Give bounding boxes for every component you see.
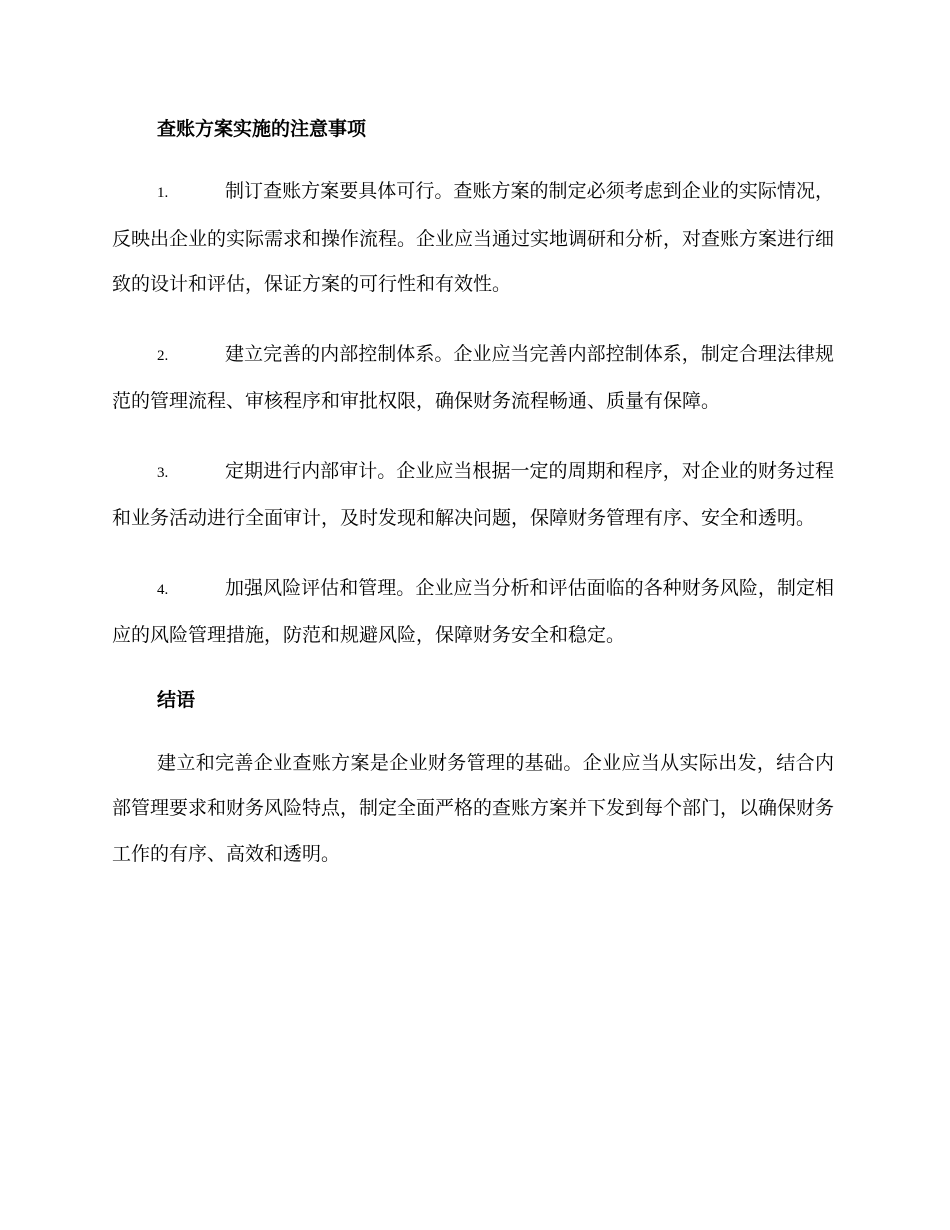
list-item-number: 2. (157, 347, 169, 364)
list-item-text: 建立完善的内部控制体系。企业应当完善内部控制体系，制定合理法律规范的管理流程、审核程序和审批权限，确保财务流程畅通、质量有保障。 (112, 342, 834, 412)
list-item-number: 1. (157, 185, 169, 201)
list-item-number: 3. (157, 464, 169, 481)
list-item-number: 4. (157, 581, 169, 598)
list-item (112, 332, 834, 425)
list-item (112, 566, 834, 659)
list-item (112, 449, 834, 542)
conclusion-title: 结语 (157, 688, 196, 711)
conclusion-paragraph: 建立和完善企业查账方案是企业财务管理的基础。企业应当从实际出发，结合内部管理要求和财务风险特点，制定全面严格的查账方案并下发到每个部门，以确保财务工作的有序、高效和透明。 (112, 751, 835, 865)
list-item (112, 169, 834, 308)
document-body (112, 112, 834, 877)
list-item-text: 定期进行内部审计。企业应当根据一定的周期和程序，对企业的财务过程和业务活动进行全面审计，及时发现和解决问题，保障财务管理有序、安全和透明。 (112, 459, 834, 529)
section-title: 查账方案实施的注意事项 (157, 118, 367, 140)
list-item-text: 加强风险评估和管理。企业应当分析和评估面临的各种财务风险，制定相应的风险管理措施，防范和规避风险，保障财务安全和稳定。 (112, 576, 834, 646)
list-item-text: 制订查账方案要具体可行。查账方案的制定必须考虑到企业的实际情况，反映出企业的实际需求和操作流程。企业应当通过实地调研和分析，对查账方案进行细致的设计和评估，保证方案的可行性和有效性。 (112, 180, 835, 295)
